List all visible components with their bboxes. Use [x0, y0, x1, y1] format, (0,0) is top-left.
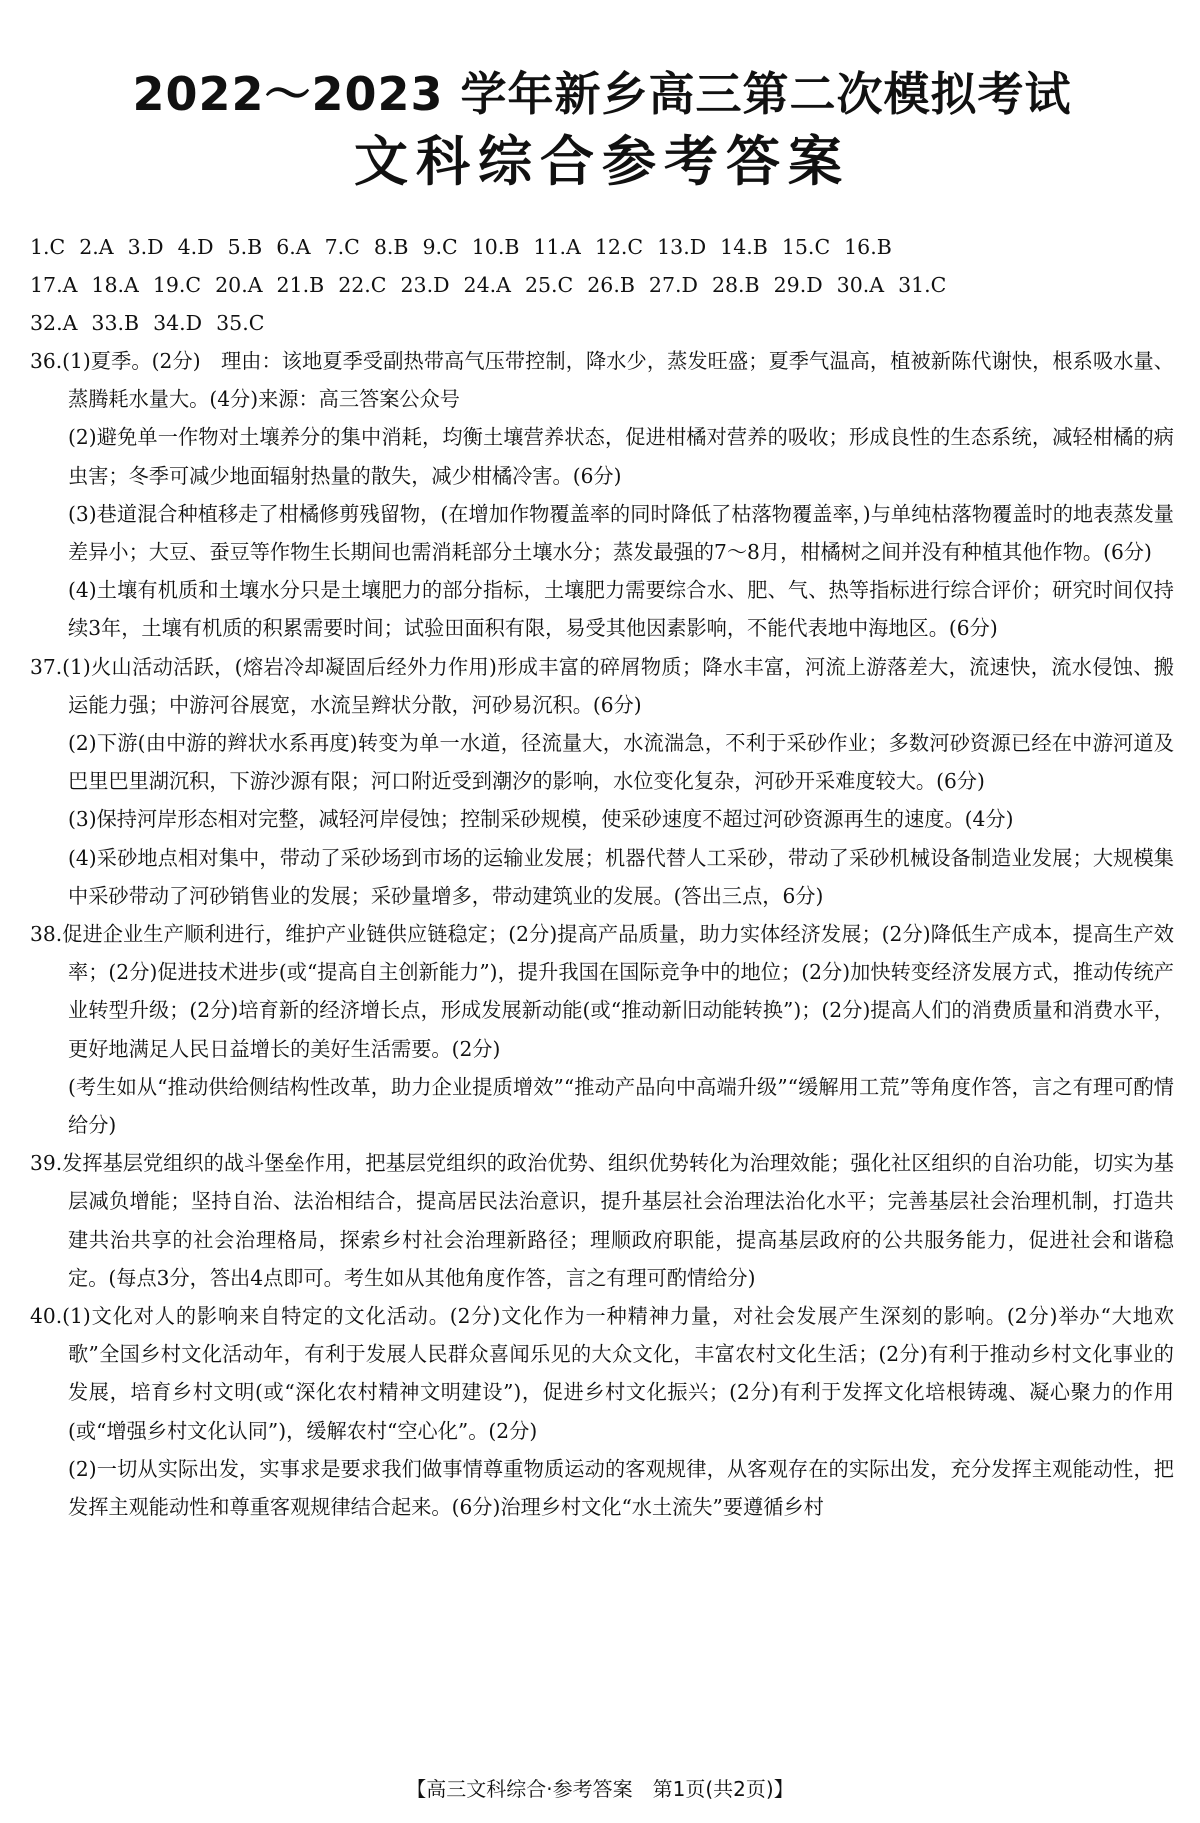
choice-answer: 35.C [216, 311, 265, 335]
page-subtitle: 文科综合参考答案 [354, 130, 850, 193]
choice-answer: 1.C [30, 235, 66, 259]
q37-part2: (2)下游(由中游的辫状水系再度)转变为单一水道，径流量大，水流湍急，不利于采砂作业；多数河砂资源已经在中游河道及巴里巴里湖沉积，下游沙源有限；河口附近受到潮汐的影响，水位变化复杂，河砂开采难度较大。(6分) [68, 731, 1174, 794]
choice-answer: 13.D [657, 235, 707, 259]
q38-note: (考生如从“推动供给侧结构性改革，助力企业提质增效”“推动产品向中高端升级”“缓解用工荒”等角度作答，言之有理可酌情给分) [68, 1074, 1174, 1138]
answer-row-1 [30, 228, 1174, 266]
q37-part1: 37.(1)火山活动活跃，(熔岩冷却凝固后经外力作用)形成丰富的碎屑物质；降水丰富，河流上游落差大，流速快，流水侵蚀、搬运能力强；中游河谷展宽，水流呈辫状分散，河砂易沉积。(6分) [30, 654, 1174, 717]
question-39 [30, 1144, 1174, 1297]
choice-answer: 20.A [215, 273, 263, 297]
choice-answer: 22.C [338, 273, 387, 297]
choice-answer: 26.B [587, 273, 635, 297]
q36-part3: (3)巷道混合种植移走了柑橘修剪残留物，(在增加作物覆盖率的同时降低了枯落物覆盖率，)与单纯枯落物覆盖时的地表蒸发量差异小；大豆、蚕豆等作物生长期间也需消耗部分土壤水分；蒸发最强的7～8月，柑橘树之间并没有种植其他作物。(6分) [68, 501, 1174, 565]
choice-answer: 7.C [324, 235, 360, 259]
choice-answer: 32.A [30, 311, 78, 335]
choice-answer: 2.A [79, 235, 114, 259]
answer-row-3 [30, 304, 1174, 342]
choice-answer: 27.D [648, 273, 698, 297]
q37-part3: (3)保持河岸形态相对完整，减轻河岸侵蚀；控制采砂规模，使采砂速度不超过河砂资源再生的速度。(4分) [68, 807, 1014, 832]
choice-answer: 11.A [533, 235, 581, 259]
choice-answer: 10.B [471, 235, 520, 259]
choice-answers [30, 228, 1174, 342]
page-title: 2022～2023 学年新乡高三第二次模拟考试 [132, 67, 1072, 121]
choice-answer: 29.D [773, 273, 823, 297]
q40-part1: 40.(1)文化对人的影响来自特定的文化活动。(2分)文化作为一种精神力量，对社会发展产生深刻的影响。(2分)举办“大地欢歌”全国乡村文化活动年，有利于发展人民群众喜闻乐见的大众文化，丰富农村文化生活；(2分)有利于推动乡村文化事业的发展，培育乡村文明(或“深化农村精神文明建设”)，促进乡村文化振兴；(2分)有利于发挥文化培根铸魂、凝心聚力的作用(或“增强乡村文化认同”)，缓解农村“空心化”。(2分) [30, 1304, 1174, 1443]
choice-answer: 12.C [594, 235, 644, 259]
choice-answer: 14.B [720, 235, 768, 259]
q36-part4: (4)土壤有机质和土壤水分只是土壤肥力的部分指标，土壤肥力需要综合水、肥、气、热等指标进行综合评价；研究时间仅持续3年，土壤有机质的积累需要时间；试验田面积有限，易受其他因素影响，不能代表地中海地区。(6分) [68, 578, 1174, 641]
choice-answer: 34.D [153, 311, 203, 335]
choice-answer: 30.A [836, 273, 885, 297]
question-38 [30, 915, 1174, 1144]
choice-answer: 5.B [227, 235, 263, 259]
q37-part4: (4)采砂地点相对集中，带动了采砂场到市场的运输业发展；机器代替人工采砂，带动了采砂机械设备制造业发展；大规模集中采砂带动了河砂销售业的发展；采砂量增多，带动建筑业的发展。(答出三点，6分) [68, 845, 1174, 908]
page-footer: 【高三文科综合·参考答案 第1页(共2页)】 [406, 1777, 794, 1801]
choice-answer: 15.C [781, 235, 831, 259]
choice-answer: 16.B [844, 235, 892, 259]
choice-answer: 33.B [91, 311, 140, 335]
answer-row-2 [30, 266, 1174, 304]
choice-answer: 28.B [711, 273, 760, 297]
choice-answer: 25.C [524, 273, 574, 297]
q36-part2: (2)避免单一作物对土壤养分的集中消耗，均衡土壤营养状态，促进柑橘对营养的吸收；形成良性的生态系统，减轻柑橘的病虫害；冬季可减少地面辐射热量的散失，减少柑橘冷害。(6分) [68, 425, 1174, 488]
choice-answer: 9.C [422, 235, 458, 259]
question-40 [30, 1297, 1174, 1526]
choice-answer: 19.C [152, 273, 202, 297]
choice-answer: 6.A [276, 235, 311, 259]
q38-answer: 38.促进企业生产顺利进行，维护产业链供应链稳定；(2分)提高产品质量，助力实体经济发展；(2分)降低生产成本，提高生产效率；(2分)促进技术进步(或“提高自主创新能力”)，提升我国在国际竞争中的地位；(2分)加快转变经济发展方式，推动传统产业转型升级；(2分)培育新的经济增长点，形成发展新动能(或“推动新旧动能转换”)；(2分)提高人们的消费质量和消费水平，更好地满足人民日益增长的美好生活需要。(2分) [30, 922, 1174, 1061]
q36-part1: 36.(1)夏季。(2分) 理由：该地夏季受副热带高气压带控制，降水少，蒸发旺盛；夏季气温高，植被新陈代谢快，根系吸水量、蒸腾耗水量大。(4分)来源：高三答案公众号 [30, 349, 1174, 412]
q39-answer: 39.发挥基层党组织的战斗堡垒作用，把基层党组织的政治优势、组织优势转化为治理效能；强化社区组织的自治功能，切实为基层减负增能；坚持自治、法治相结合，提高居民法治意识，提升基层社会治理法治化水平；完善基层社会治理机制，打造共建共治共享的社会治理格局，探索乡村社会治理新路径；理顺政府职能，提高基层政府的公共服务能力，促进社会和谐稳定。(每点3分，答出4点即可。考生如从其他角度作答，言之有理可酌情给分) [30, 1151, 1174, 1290]
question-36 [30, 342, 1174, 648]
choice-answer: 4.D [177, 235, 214, 259]
choice-answer: 21.B [276, 273, 325, 297]
choice-answer: 23.D [400, 273, 450, 297]
choice-answer: 8.B [373, 235, 409, 259]
choice-answer: 31.C [898, 273, 947, 297]
choice-answer: 3.D [127, 235, 164, 259]
choice-answer: 24.A [463, 273, 511, 297]
choice-answer: 17.A [30, 273, 78, 297]
choice-answer: 18.A [91, 273, 139, 297]
question-37 [30, 648, 1174, 915]
q40-part2: (2)一切从实际出发，实事求是要求我们做事情尊重物质运动的客观规律，从客观存在的实际出发，充分发挥主观能动性，把发挥主观能动性和尊重客观规律结合起来。(6分)治理乡村文化“水土流失”要遵循乡村 [68, 1456, 1174, 1520]
